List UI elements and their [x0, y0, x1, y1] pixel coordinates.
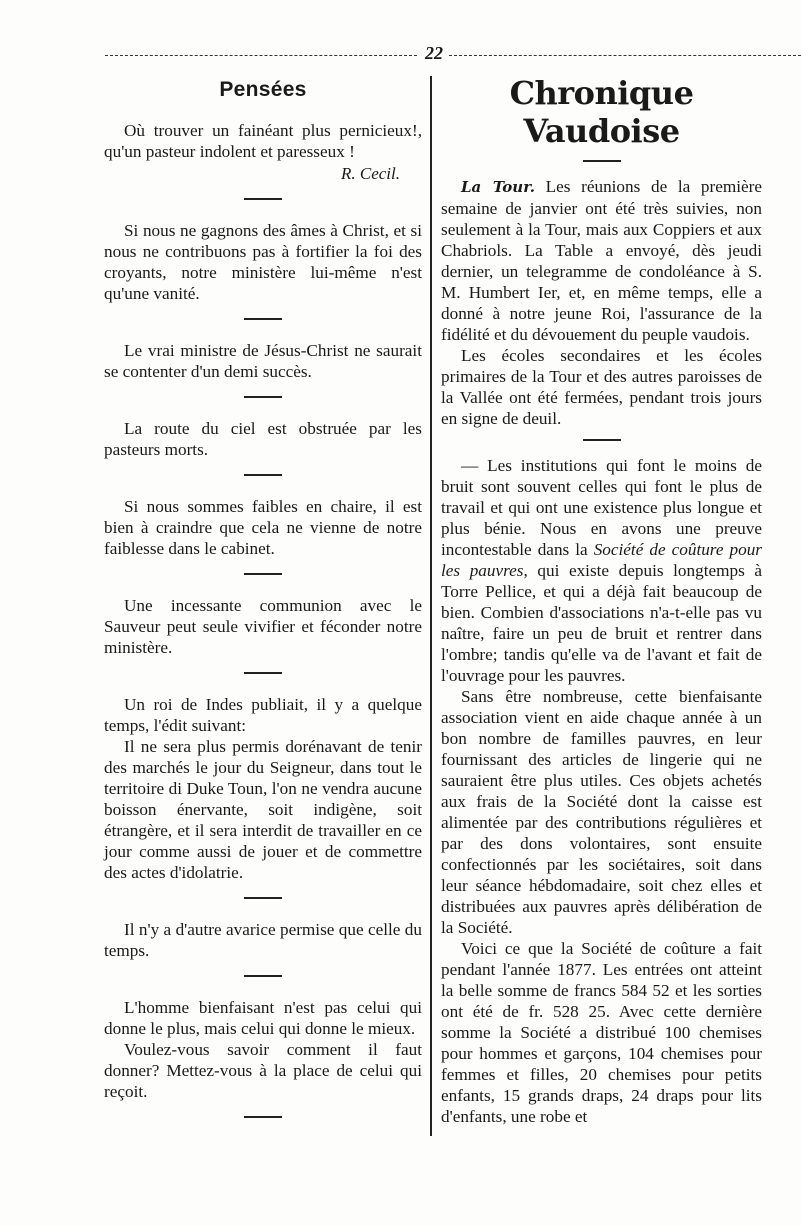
news-paragraph [441, 455, 762, 686]
pensee-paragraph: Le vrai ministre de Jésus-Christ ne saurait se contenter d'un demi succès. [104, 341, 422, 381]
separator [244, 198, 282, 200]
page-number: 22 [425, 43, 443, 63]
pensee-paragraph: La route du ciel est obstruée par les pasteurs morts. [104, 419, 422, 459]
separator [244, 573, 282, 575]
pensee-paragraph: L'homme bienfaisant n'est pas celui qui donne le plus, mais celui qui donne le mieux. [104, 998, 422, 1038]
separator [244, 975, 282, 977]
news-paragraph: Sans être nombreuse, cette bienfaisante association vient en aide chaque année à un bon nombre de familles pauvres, en leur fournissant des articles de lingerie qui ne sauraient être plus utiles. Ces objets achetés aux frais de la Société dont la caisse est alimentée par des contributions régulières et par des dons volontaires, sont ensuite confectionnés par les sociétaires, soit dans leur séance hébdomadaire, soit chez elles et distribuées aux pauvres après délibération de la Société. [441, 687, 762, 937]
pensee-paragraph: Où trouver un fainéant plus pernicieux!, qu'un pasteur indolent et paresseux ! [104, 121, 422, 161]
edict-paragraph: Il ne sera plus permis dorénavant de tenir des marchés le jour du Seigneur, dans tout le territoire di Duke Toun, l'on ne vendra aucune boisson énervante, soit indigène, soit étrangère, et il sera interdit de travailler en ce jour comme aussi de jouer et de commettre des actes d'idolatrie. [104, 737, 422, 882]
separator [244, 672, 282, 674]
page-header [105, 43, 801, 67]
pensee-paragraph: Voulez-vous savoir comment il faut donner? Mettez-vous à la place de celui qui reçoit. [104, 1040, 422, 1101]
header-rule-right [449, 55, 801, 56]
separator [583, 160, 621, 162]
pensee-paragraph: Si nous sommes faibles en chaire, il est bien à craindre que cela ne vienne de notre faiblesse dans le cabinet. [104, 497, 422, 558]
pensee-paragraph: Il n'y a d'autre avarice permise que celle du temps. [104, 920, 422, 960]
right-column [441, 70, 762, 1127]
news-text: Les réunions de la première semaine de janvier ont été très suivies, non seulement à la Tour, mais aux Coppiers et aux Chabriols. La Table a envoyé, dès jeudi dernier, un telegramme de condoléance à S. M. Humbert Ier, et, en même temps, elle a donné à notre jeune Roi, l'assurance de la fidélité et du dévouement du peuple vaudois. [441, 177, 763, 344]
left-column [104, 70, 422, 1138]
pensee-signature: R. Cecil. [340, 164, 400, 183]
news-paragraph: Voici ce que la Société de coûture a fait pendant l'année 1877. Les entrées ont atteint la belle somme de francs 584 52 et les sorties ont été de fr. 528 25. Avec cette dernière somme la Société a distribué 100 chemises pour hommes et garçons, 104 chemises pour femmes et filles, 20 chemises pour petits enfants, 15 grands draps, 24 draps pour lits d'enfants, une robe et [441, 939, 762, 1126]
column-divider [430, 76, 432, 1136]
separator [244, 396, 282, 398]
pensee-paragraph: Si nous ne gagnons des âmes à Christ, et si nous ne contribuons pas à fortifier la foi des croyants, notre ministère lui-même n'est qu'une vanité. [104, 221, 422, 303]
news-paragraph [441, 176, 762, 345]
news-text: — Les institutions qui font le moins de bruit sont souvent celles qui font le plus de travail et qui ont une existence plus longue et plus bénie. Nous en avons une preuve incontestable dans la [441, 456, 762, 559]
separator [244, 318, 282, 320]
separator [244, 474, 282, 476]
separator [244, 897, 282, 899]
pensee-paragraph: Un roi de Indes publiait, il y a quelque temps, l'édit suivant: [104, 695, 422, 735]
separator [244, 1116, 282, 1118]
place-heading: La Tour. [461, 178, 535, 196]
separator [583, 439, 621, 441]
pensee-paragraph: Une incessante communion avec le Sauveur peut seule vivifier et féconder notre ministère. [104, 596, 422, 657]
news-paragraph: Les écoles secondaires et les écoles primaires de la Tour et des autres paroisses de la Vallée ont été fermées, pendant trois jours en signe de deuil. [441, 346, 762, 428]
news-text: , qui existe depuis longtemps à Torre Pellice, et qui a déjà fait beaucoup de bien. Combien d'associations n'a-t-elle pas vu naître, faire un peu de bruit et rentrer dans l'ombre; tandis qu'elle va de l'avant et fait de l'ouvrage pour les pauvres. [441, 561, 762, 685]
chronique-title: Chronique Vaudoise [509, 74, 694, 150]
header-rule-left [105, 55, 417, 56]
society-name: Société de coûture pour les pauvres [441, 540, 762, 580]
pensees-title: Pensées [219, 78, 307, 101]
